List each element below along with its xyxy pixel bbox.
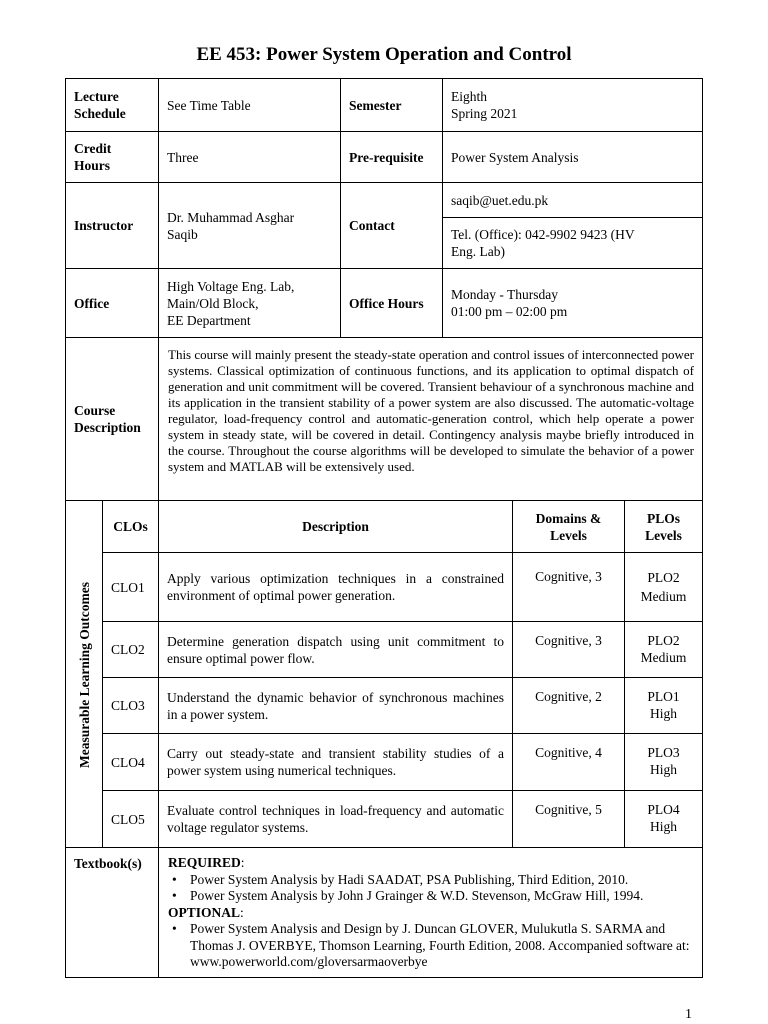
- bullet-icon: •: [172, 888, 177, 903]
- contact-telephone-line1: Tel. (Office): 042-9902 9423 (HV: [451, 227, 635, 242]
- clo2-domain: Cognitive, 3: [535, 633, 602, 648]
- semester-value: [443, 79, 702, 131]
- clo4-description: Carry out steady-state and transient stability studies of a power system using numerical techniques.: [167, 746, 504, 778]
- clo1-domain: Cognitive, 3: [535, 569, 602, 584]
- optional-label: OPTIONAL: [168, 904, 241, 920]
- clo1-plo: [625, 553, 702, 621]
- clo5-plo: [625, 791, 702, 847]
- table-row: [159, 678, 512, 733]
- lecture-schedule-label-line2: Schedule: [74, 106, 126, 121]
- contact-telephone: [443, 218, 702, 268]
- credit-hours-label: [66, 132, 158, 182]
- office-hours-value: [443, 269, 702, 337]
- office-value: [159, 269, 340, 337]
- domains-header-line2: Levels: [550, 527, 587, 543]
- credit-hours-label-line1: Credit: [74, 141, 112, 156]
- clo1-plo-level: Medium: [640, 589, 687, 604]
- clo1-plo-id: PLO2: [647, 570, 680, 585]
- contact-telephone-line2: Eng. Lab): [451, 244, 505, 259]
- document-title: EE 453: Power System Operation and Control: [196, 44, 572, 65]
- office-label: Office: [74, 295, 110, 311]
- table-row: [159, 791, 512, 847]
- required-label: REQUIRED: [168, 855, 241, 870]
- optional-book-1: Power System Analysis and Design by J. Duncan GLOVER, Mulukutla S. SARMA and Thomas J. OVERBYE, Thomson Learning, Fourth Edition, 2008. Accompanied software at: www.powerworld.com/gloversarmaoverbye: [190, 921, 690, 969]
- table-row: [159, 622, 512, 677]
- credit-hours-label-line2: Hours: [74, 158, 111, 173]
- clo3-id: CLO3: [111, 698, 145, 713]
- required-book-2: Power System Analysis by John J Grainger & W.D. Stevenson, McGraw Hill, 1994.: [190, 888, 644, 903]
- lecture-schedule-label: [66, 79, 158, 131]
- prerequisite-value: Power System Analysis: [451, 149, 579, 165]
- optional-colon: :: [240, 904, 244, 920]
- office-hours-line1: Monday - Thursday: [451, 287, 558, 302]
- clo3-plo: [625, 678, 702, 733]
- office-value-line3: EE Department: [167, 312, 251, 328]
- plos-header-line2: Levels: [645, 527, 682, 543]
- lecture-schedule-value: See Time Table: [167, 97, 251, 113]
- clo2-plo: [625, 622, 702, 677]
- course-description-label-line2: Description: [74, 420, 141, 435]
- domains-header-line1: Domains &: [535, 510, 602, 526]
- semester-value-line1: Eighth: [451, 89, 487, 104]
- clo4-domain: Cognitive, 4: [535, 745, 602, 760]
- bullet-icon: •: [172, 921, 177, 936]
- clo5-description: Evaluate control techniques in load-frequency and automatic voltage regulator systems.: [167, 803, 504, 835]
- prerequisite-label: Pre-requisite: [349, 149, 424, 165]
- instructor-value: [159, 183, 340, 268]
- office-value-line1: High Voltage Eng. Lab,: [167, 278, 295, 294]
- clo3-plo-level: High: [649, 706, 677, 721]
- office-hours-line2: 01:00 pm – 02:00 pm: [451, 304, 568, 319]
- contact-label: Contact: [349, 218, 395, 233]
- textbooks-list: [168, 855, 698, 971]
- clo1-id: CLO1: [111, 579, 145, 595]
- measurable-learning-outcomes-label: Measurable Learning Outcomes: [77, 582, 92, 768]
- office-hours-label: Office Hours: [349, 295, 424, 311]
- clo3-plo-id: PLO1: [647, 689, 680, 704]
- page-number: 1: [685, 1007, 692, 1022]
- lecture-schedule-label-line1: Lecture: [74, 89, 119, 104]
- clo2-id: CLO2: [111, 642, 145, 657]
- clo4-plo-id: PLO3: [647, 745, 680, 760]
- clo1-description: Apply various optimization techniques in a constrained environment of optimal power generation.: [167, 571, 504, 603]
- instructor-label: Instructor: [74, 218, 134, 233]
- clo3-domain: Cognitive, 2: [535, 689, 602, 704]
- clo3-description: Understand the dynamic behavior of synchronous machines in a power system.: [167, 689, 504, 722]
- list-item: [172, 921, 698, 971]
- clo4-plo: [625, 734, 702, 790]
- domains-levels-header: [513, 501, 624, 552]
- table-row: [159, 734, 512, 790]
- credit-hours-value: Three: [167, 149, 199, 165]
- instructor-value-line2: Saqib: [167, 226, 198, 242]
- clo5-plo-id: PLO4: [647, 802, 680, 817]
- clo2-plo-id: PLO2: [647, 633, 680, 648]
- clo4-id: CLO4: [111, 754, 145, 770]
- contact-email[interactable]: saqib@uet.edu.pk: [451, 192, 549, 208]
- description-header: Description: [302, 519, 369, 534]
- clo4-plo-level: High: [649, 762, 677, 777]
- clo5-domain: Cognitive, 5: [535, 802, 602, 817]
- instructor-value-line1: Dr. Muhammad Asghar: [167, 209, 295, 225]
- course-description-label: [66, 338, 158, 500]
- required-book-1: Power System Analysis by Hadi SAADAT, PSA Publishing, Third Edition, 2010.: [190, 871, 629, 887]
- clo2-plo-level: Medium: [640, 650, 687, 665]
- bullet-icon: •: [172, 871, 177, 887]
- table-row: [159, 553, 512, 621]
- list-item: [172, 888, 698, 905]
- semester-label: Semester: [349, 97, 402, 113]
- plos-header-line1: PLOs: [646, 510, 680, 526]
- textbooks-label: Textbook(s): [74, 856, 142, 871]
- course-description-label-line1: Course: [74, 403, 116, 418]
- office-value-line2: Main/Old Block,: [167, 295, 259, 311]
- clos-header: CLOs: [113, 519, 148, 534]
- clo2-description: Determine generation dispatch using unit commitment to ensure optimal power flow.: [167, 633, 504, 666]
- course-description-text: This course will mainly present the steady-state operation and control issues of interconnected power systems. Classical optimization of continuous functions, and its application to optimal dispatch of generation and unit commitment will be covered. Transient behaviour of a synchronous machine and its application in the transient stability of a power system are also discussed. The automatic-voltage regulator, load-frequency control and automatic-generation control, which help operate a power system in steady state, will be covered in detail. Contingency analysis maybe briefly introduced in the course. Throughout the course algorithms will be developed to simulate the behavior of a power system and MATLAB will be extensively used.: [168, 347, 694, 474]
- list-item: [172, 871, 698, 889]
- clo5-plo-level: High: [649, 819, 677, 834]
- plos-levels-header: [625, 501, 702, 552]
- clo5-id: CLO5: [111, 811, 145, 827]
- required-colon: :: [240, 855, 245, 870]
- semester-value-line2: Spring 2021: [451, 106, 518, 121]
